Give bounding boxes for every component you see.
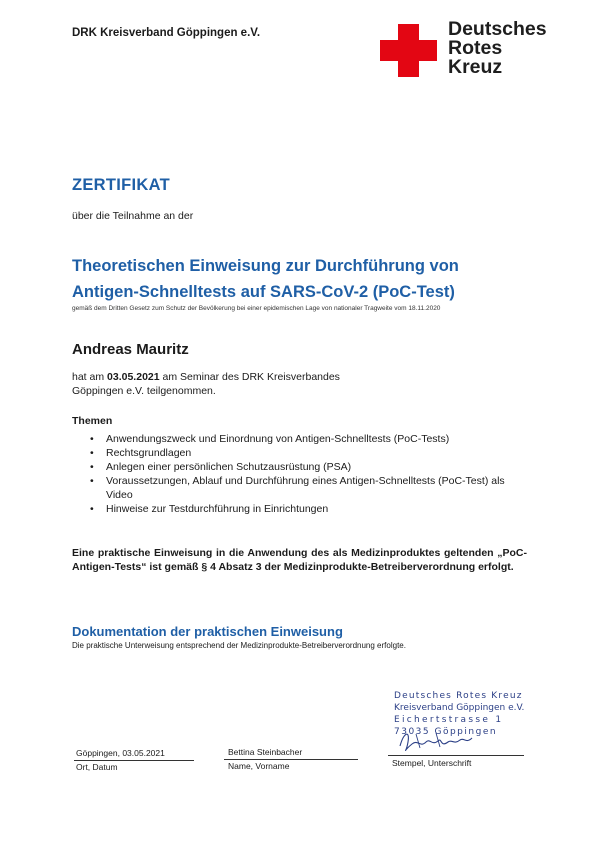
stamp-line-4: 73035 Göppingen xyxy=(394,727,498,737)
attendance-suffix: am Seminar des DRK Kreisverbandes Göppingen e.V. teilgenommen. xyxy=(72,371,340,397)
attendance-date: 03.05.2021 xyxy=(107,371,160,383)
list-item xyxy=(72,432,532,446)
logo-line-3: Kreuz xyxy=(448,56,503,78)
attendance-prefix: hat am xyxy=(72,371,105,383)
list-item xyxy=(72,460,532,474)
theme-text: • Rechtsgrundlagen xyxy=(106,447,192,459)
course-title xyxy=(72,253,532,305)
list-item xyxy=(72,474,532,502)
documentation-heading: Dokumentation der praktischen Einweisung xyxy=(72,624,343,639)
themes-list xyxy=(72,432,532,516)
place-date-line xyxy=(74,760,194,761)
place-date-label: Ort, Datum xyxy=(76,762,118,772)
stamp-line-2: Kreisverband Göppingen e.V. xyxy=(394,703,525,713)
drk-logo-wordmark xyxy=(448,20,547,77)
certificate-heading: ZERTIFIKAT xyxy=(72,176,171,194)
certificate-intro: über die Teilnahme an der xyxy=(72,210,194,222)
theme-text: • Anwendungszweck und Einordnung von Antigen-Schnelltests (PoC-Tests) xyxy=(106,433,450,445)
name-value: Bettina Steinbacher xyxy=(228,747,303,757)
list-item xyxy=(72,502,532,516)
logo-line-2: Rotes xyxy=(448,37,503,59)
place-date-value: Göppingen, 03.05.2021 xyxy=(76,748,165,758)
red-cross-logo-icon xyxy=(380,24,437,77)
attendance-statement xyxy=(72,370,392,398)
organization-name: DRK Kreisverband Göppingen e.V. xyxy=(72,27,261,39)
practical-instruction-statement: Eine praktische Einweisung in die Anwendung des als Medizinproduktes geltenden „PoC-Antigen-Tests“ ist gemäß § 4 Absatz 3 der Medizinprodukte-Betreiberverordnung erfolgt. xyxy=(72,547,527,573)
legal-basis-note: gemäß dem Dritten Gesetz zum Schutz der Bevölkerung bei einer epidemischen Lage von nationaler Tragweite vom 18.11.2020 xyxy=(72,305,441,312)
handwritten-signature-icon xyxy=(396,728,476,754)
theme-text: • Hinweise zur Testdurchführung in Einrichtungen xyxy=(106,503,329,515)
logo-line-1: Deutsches xyxy=(448,18,547,40)
themes-heading: Themen xyxy=(72,415,113,427)
course-title-line-2: Antigen-Schnelltests auf SARS-CoV-2 (PoC-Test) xyxy=(72,283,455,301)
stamp-signature-line xyxy=(388,755,524,756)
cross-horizontal-bar xyxy=(380,40,437,61)
documentation-text: Die praktische Unterweisung entsprechend der Medizinprodukte-Betreiberverordnung erfolgte. xyxy=(72,641,406,650)
participant-name: Andreas Mauritz xyxy=(72,341,189,358)
name-label: Name, Vorname xyxy=(228,761,290,771)
stamp-signature-label: Stempel, Unterschrift xyxy=(392,758,472,768)
theme-text: • Anlegen einer persönlichen Schutzausrüstung (PSA) xyxy=(106,461,352,473)
stamp-line-1: Deutsches Rotes Kreuz xyxy=(394,691,523,701)
name-line xyxy=(224,759,358,760)
stamp-line-3: Eichertstrasse 1 xyxy=(394,715,504,725)
theme-text: • Voraussetzungen, Ablauf und Durchführung eines Antigen-Schnelltests (PoC-Test) als Video xyxy=(106,475,505,501)
list-item xyxy=(72,446,532,460)
course-title-line-1: Theoretischen Einweisung zur Durchführung von xyxy=(72,257,459,275)
